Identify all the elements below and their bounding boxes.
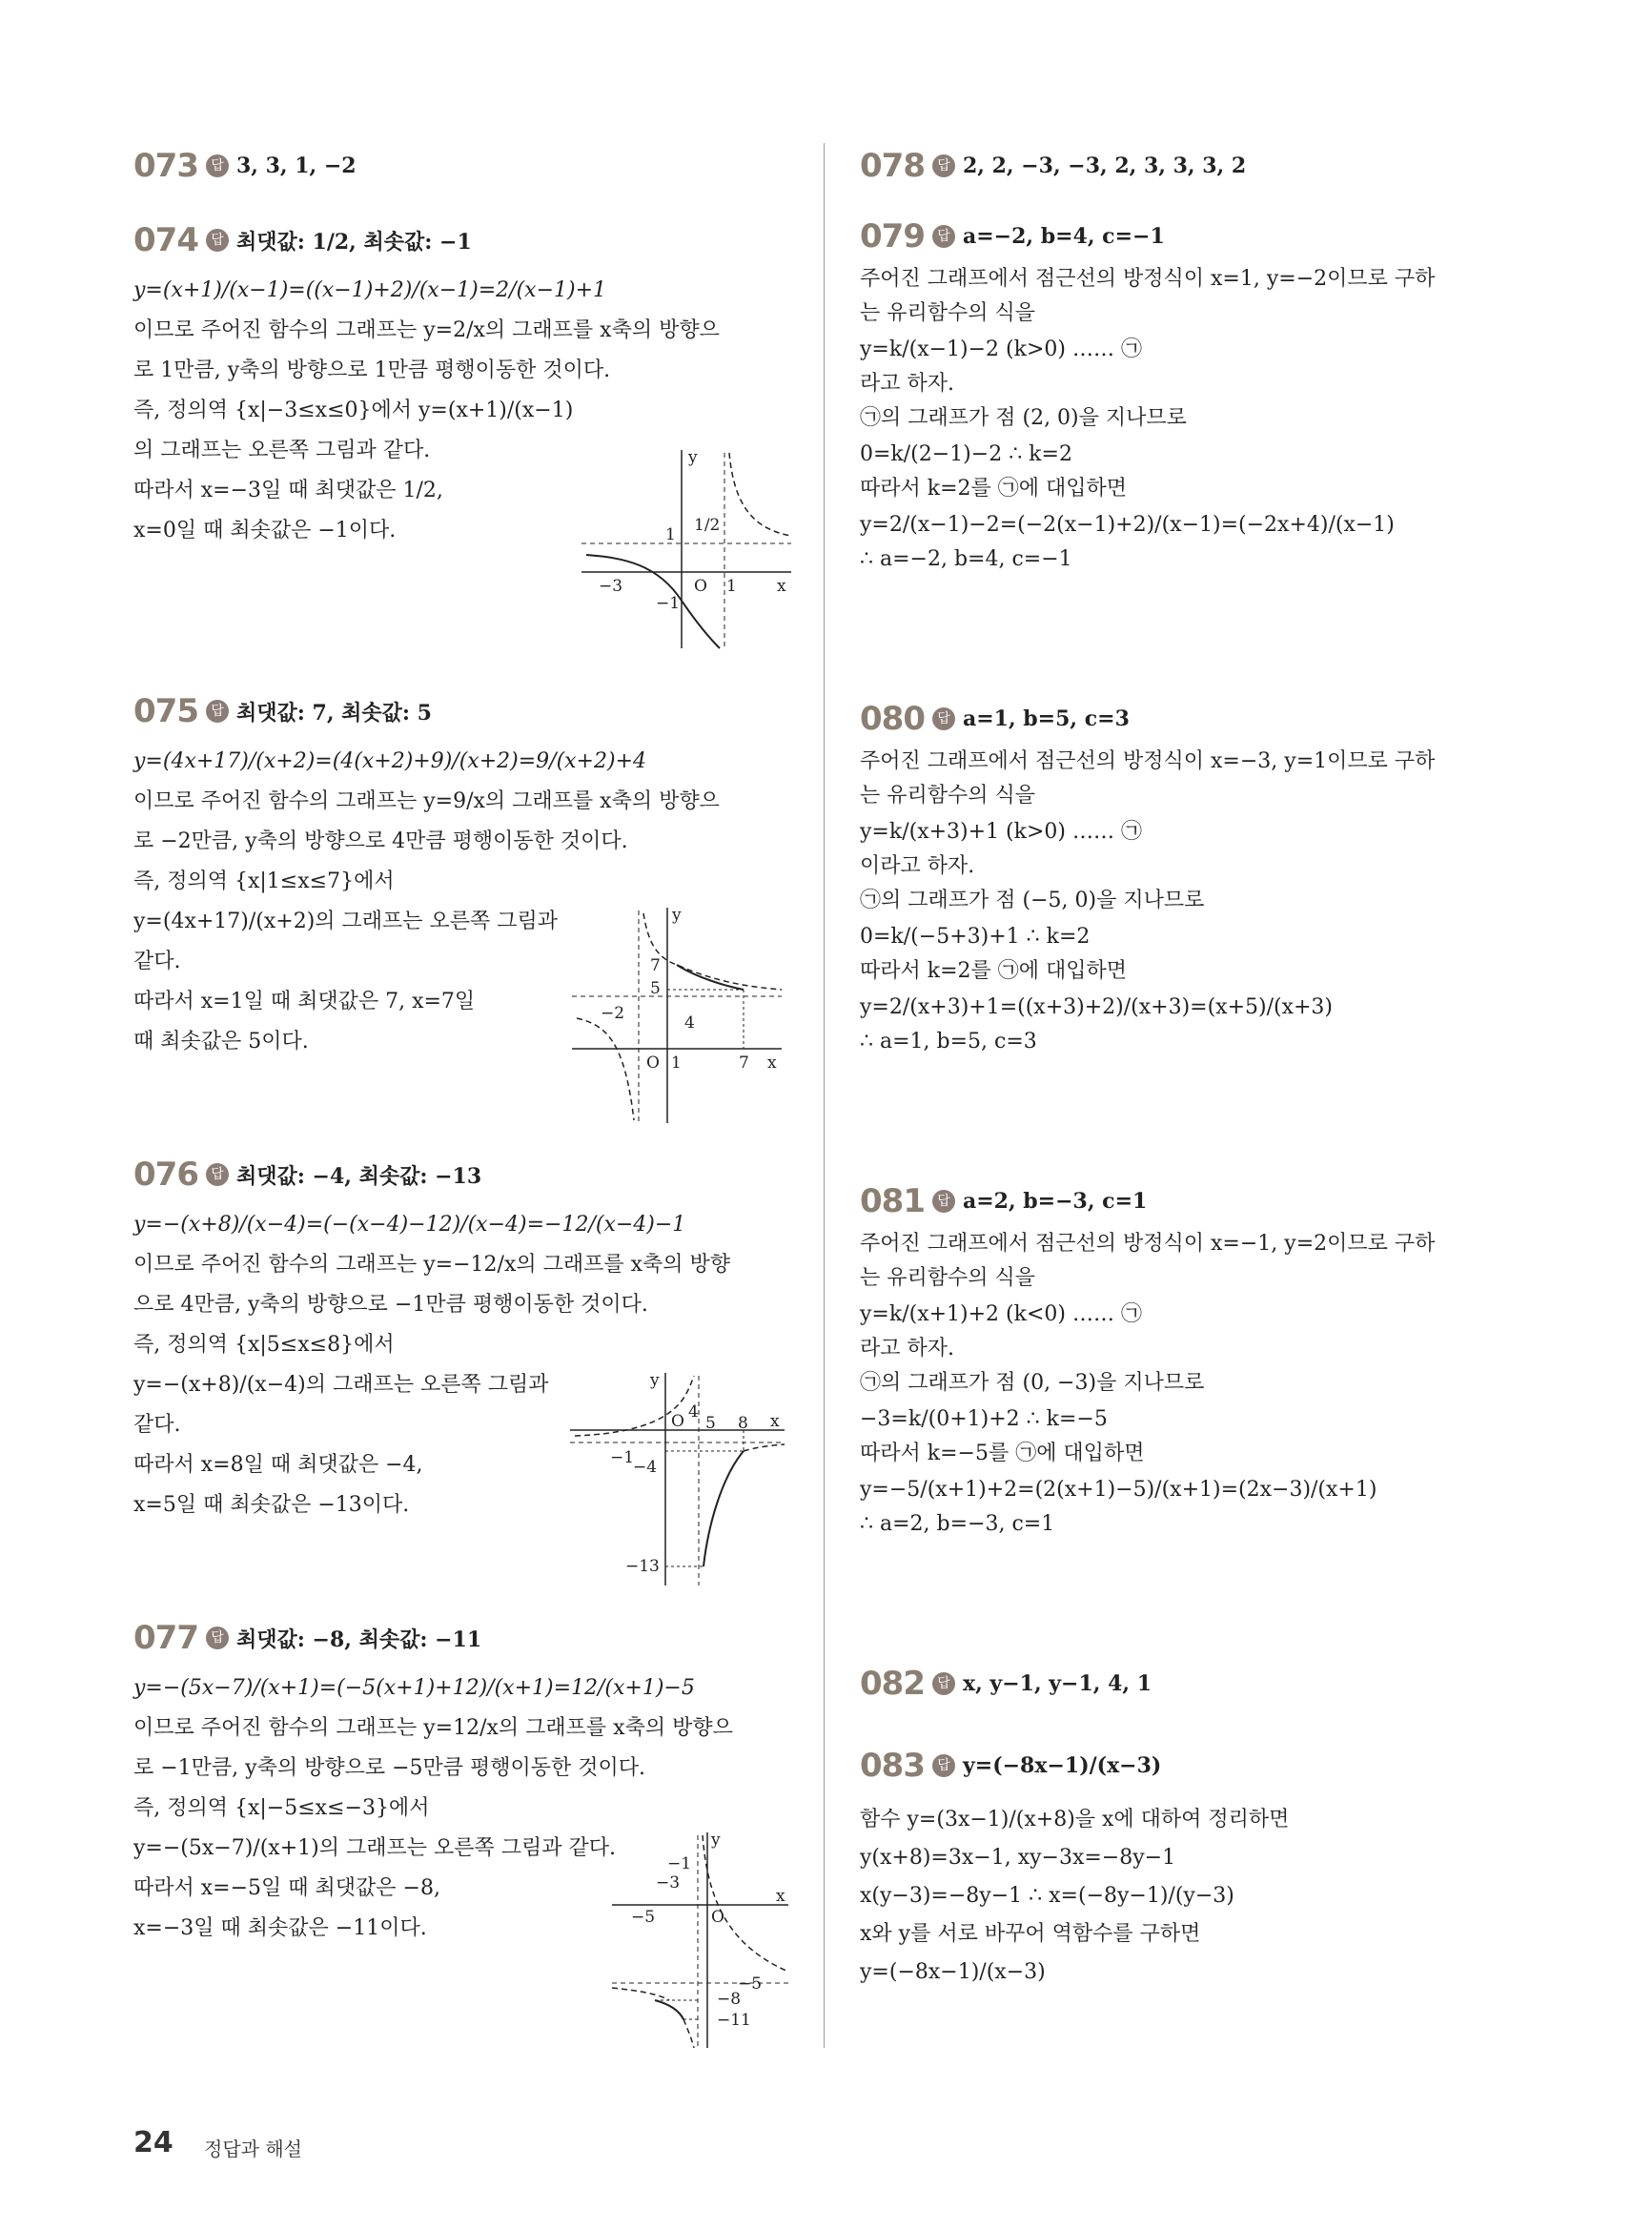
- solution-line: ㉠의 그래프가 점 (−5, 0)을 지나므로: [860, 889, 1205, 912]
- answer-text: 2, 2, −3, −3, 2, 3, 3, 3, 2: [962, 153, 1247, 178]
- problem-079: [860, 212, 1546, 574]
- solution-line: y=−(x+8)/(x−4)=(−(x−4)−12)/(x−4)=−12/(x−4)−1: [133, 1213, 686, 1237]
- solution-line: 의 그래프는 오른쪽 그림과 같다.: [133, 439, 431, 462]
- solution-line: y=−5/(x+1)+2=(2(x+1)−5)/(x+1)=(2x−3)/(x+1): [860, 1478, 1377, 1502]
- tick-label: −4: [633, 1458, 658, 1477]
- solution-line: y=−(x+8)/(x−4)의 그래프는 오른쪽 그림과: [133, 1373, 549, 1397]
- tick-label: 1: [671, 1054, 682, 1073]
- solution-line: y=2/(x+3)+1=((x+3)+2)/(x+3)=(x+5)/(x+3): [860, 995, 1334, 1019]
- answer-text: 3, 3, 1, −2: [235, 153, 357, 178]
- solution-line: 이라고 하자.: [860, 854, 975, 878]
- axis-label-y: y: [688, 448, 698, 467]
- solution-line: 주어진 그래프에서 점근선의 방정식이 x=1, y=−2이므로 구하: [860, 267, 1436, 291]
- problem-header: [133, 141, 791, 191]
- problem-number: 079: [860, 217, 925, 256]
- answer-text: a=2, b=−3, c=1: [962, 1189, 1148, 1214]
- solution-line: ㉠의 그래프가 점 (2, 0)을 지나므로: [860, 406, 1187, 430]
- problem-078: [860, 141, 1527, 191]
- solution-line: 따라서 x=1일 때 최댓값은 7, x=7일: [133, 990, 476, 1013]
- problem-081: [860, 1176, 1546, 1539]
- answer-tag-icon: 답: [206, 229, 229, 252]
- problem-083: [860, 1741, 1546, 1987]
- tick-label: −8: [717, 1990, 742, 2009]
- problem-header: [860, 1741, 1546, 1790]
- problem-number: 078: [860, 147, 925, 185]
- answer-tag-icon: 답: [932, 154, 955, 177]
- solution-line: 함수 y=(3x−1)/(x+8)을 x에 대하여 정리하면: [860, 1808, 1290, 1831]
- solution-line: 는 유리함수의 식을: [860, 301, 1036, 325]
- solution-line: y=(x+1)/(x−1)=((x−1)+2)/(x−1)=2/(x−1)+1: [133, 278, 607, 302]
- solution-line: y=(4x+17)/(x+2)의 그래프는 오른쪽 그림과: [133, 910, 559, 933]
- tick-label: 5: [650, 979, 661, 998]
- solution-line: x=−3일 때 최솟값은 −11이다.: [133, 1916, 427, 1940]
- solution-line: 같다.: [133, 1413, 181, 1437]
- answer-tag-icon: 답: [206, 1626, 229, 1649]
- axis-label-y: y: [672, 906, 682, 925]
- answer-tag-icon: 답: [932, 1754, 955, 1777]
- tick-label: 7: [650, 956, 661, 975]
- axis-label-x: x: [770, 1412, 780, 1431]
- answer-text: a=1, b=5, c=3: [962, 706, 1130, 731]
- answer-tag-icon: 답: [206, 154, 229, 177]
- problem-header: [133, 1150, 801, 1199]
- solution-line: 이므로 주어진 함수의 그래프는 y=12/x의 그래프를 x축의 방향으: [133, 1716, 733, 1740]
- solution-line: 따라서 k=−5를 ㉠에 대입하면: [860, 1442, 1145, 1465]
- tick-label: −5: [738, 1974, 763, 1994]
- solution-line: y=k/(x+1)+2 (k<0) …… ㉠: [860, 1302, 1142, 1326]
- tick-label: 1/2: [694, 516, 721, 535]
- answer-tag-icon: 답: [206, 700, 229, 723]
- origin-label: O: [646, 1054, 660, 1073]
- solution-line: 라고 하자.: [860, 1337, 954, 1361]
- problem-header: [860, 141, 1527, 191]
- origin-label: O: [694, 577, 707, 596]
- problem-number: 082: [860, 1665, 925, 1703]
- answer-tag-icon: 답: [932, 707, 955, 730]
- solution-line: 로 −2만큼, y축의 방향으로 4만큼 평행이동한 것이다.: [133, 829, 628, 853]
- tick-label: 4: [688, 1402, 699, 1422]
- problem-number: 076: [133, 1156, 198, 1194]
- tick-label: −1: [610, 1448, 635, 1467]
- solution-line: 는 유리함수의 식을: [860, 784, 1036, 808]
- solution-line: 으로 4만큼, y축의 방향으로 −1만큼 평행이동한 것이다.: [133, 1293, 648, 1317]
- axis-label-x: x: [767, 1054, 777, 1073]
- column-divider: [824, 143, 825, 2048]
- problem-080: [860, 694, 1546, 1056]
- axis-label-y: y: [650, 1371, 660, 1390]
- solution-line: 따라서 k=2를 ㉠에 대입하면: [860, 959, 1128, 983]
- problem-header: [133, 215, 801, 265]
- solution-line: 는 유리함수의 식을: [860, 1266, 1036, 1290]
- graph-075: [572, 906, 786, 1129]
- solution-line: y(x+8)=3x−1, xy−3x=−8y−1: [860, 1846, 1176, 1870]
- footer-label: 정답과 해설: [204, 2138, 302, 2160]
- axis-label-x: x: [777, 577, 786, 596]
- tick-label: −3: [599, 577, 623, 596]
- problem-number: 081: [860, 1182, 925, 1220]
- problem-number: 083: [860, 1747, 925, 1785]
- problem-number: 075: [133, 692, 198, 730]
- tick-label: 5: [705, 1414, 716, 1433]
- problem-number: 080: [860, 700, 925, 738]
- solution-line: 라고 하자.: [860, 372, 954, 396]
- solution-line: 로 1만큼, y축의 방향으로 1만큼 평행이동한 것이다.: [133, 358, 611, 382]
- solution-line: y=(−8x−1)/(x−3): [860, 1960, 1046, 1984]
- tick-label: −1: [656, 594, 681, 613]
- solution-line: ∴ a=1, b=5, c=3: [860, 1030, 1037, 1054]
- solution-line: ∴ a=−2, b=4, c=−1: [860, 547, 1072, 571]
- tick-label: 1: [665, 525, 676, 544]
- solution-line: 로 −1만큼, y축의 방향으로 −5만큼 평행이동한 것이다.: [133, 1756, 646, 1780]
- problem-number: 074: [133, 221, 198, 259]
- solution-line: 즉, 정의역 {x|1≤x≤7}에서: [133, 869, 395, 893]
- solution-line: 이므로 주어진 함수의 그래프는 y=−12/x의 그래프를 x축의 방향: [133, 1253, 731, 1277]
- tick-label: −11: [717, 2011, 751, 2030]
- problem-number: 073: [133, 147, 198, 185]
- solution-line: 즉, 정의역 {x|5≤x≤8}에서: [133, 1333, 395, 1357]
- solution-line: 0=k/(2−1)−2 ∴ k=2: [860, 442, 1072, 466]
- answer-text: 최댓값: 7, 최솟값: 5: [235, 700, 432, 726]
- tick-label: −5: [631, 1908, 656, 1927]
- tick-label: −3: [656, 1873, 681, 1892]
- solution-line: 같다.: [133, 950, 181, 973]
- axis-label-x: x: [776, 1887, 785, 1906]
- graph-077: [612, 1831, 793, 2054]
- solution-line: y=−(5x−7)/(x+1)=(−5(x+1)+12)/(x+1)=12/(x+1)−5: [133, 1676, 695, 1700]
- axis-label-y: y: [711, 1831, 721, 1850]
- tick-label: 1: [726, 577, 737, 596]
- answer-text: x, y−1, y−1, 4, 1: [962, 1671, 1152, 1696]
- answer-tag-icon: 답: [932, 225, 955, 248]
- problem-082: [860, 1659, 1527, 1708]
- solution-line: ∴ a=2, b=−3, c=1: [860, 1512, 1055, 1536]
- answer-text: 최댓값: 1/2, 최솟값: −1: [235, 229, 472, 255]
- tick-label: −13: [625, 1557, 660, 1576]
- solution-line: y=k/(x−1)−2 (k>0) …… ㉠: [860, 338, 1142, 361]
- graph-076: [570, 1371, 789, 1594]
- solution-line: x=0일 때 최솟값은 −1이다.: [133, 519, 397, 542]
- solution-line: 따라서 x=8일 때 최댓값은 −4,: [133, 1453, 423, 1477]
- solution-line: 이므로 주어진 함수의 그래프는 y=9/x의 그래프를 x축의 방향으: [133, 789, 720, 813]
- tick-label: −2: [601, 1004, 625, 1023]
- graph-074: [581, 448, 796, 657]
- solution-line: 이므로 주어진 함수의 그래프는 y=2/x의 그래프를 x축의 방향으: [133, 318, 720, 342]
- solution-line: 즉, 정의역 {x|−3≤x≤0}에서 y=(x+1)/(x−1): [133, 399, 574, 422]
- answer-tag-icon: 답: [206, 1163, 229, 1186]
- solution-line: 즉, 정의역 {x|−5≤x≤−3}에서: [133, 1796, 430, 1820]
- problem-header: [860, 1659, 1527, 1708]
- solution-line: y=(4x+17)/(x+2)=(4(x+2)+9)/(x+2)=9/(x+2)+4: [133, 749, 647, 773]
- solution-line: y=k/(x+3)+1 (k>0) …… ㉠: [860, 820, 1142, 844]
- answer-tag-icon: 답: [932, 1190, 955, 1213]
- solution-line: 주어진 그래프에서 점근선의 방정식이 x=−3, y=1이므로 구하: [860, 749, 1436, 773]
- solution-line: 따라서 x=−5일 때 최댓값은 −8,: [133, 1876, 440, 1900]
- solution-line: ㉠의 그래프가 점 (0, −3)을 지나므로: [860, 1371, 1205, 1395]
- problem-header: [133, 686, 801, 736]
- problem-number: 077: [133, 1619, 198, 1657]
- tick-label: 8: [738, 1414, 748, 1433]
- solution-line: x와 y를 서로 바꾸어 역함수를 구하면: [860, 1922, 1201, 1946]
- answer-text: a=−2, b=4, c=−1: [962, 224, 1165, 249]
- origin-label: O: [671, 1412, 684, 1431]
- answer-tag-icon: 답: [932, 1672, 955, 1695]
- tick-label: 7: [739, 1054, 749, 1073]
- solution-line: 따라서 k=2를 ㉠에 대입하면: [860, 477, 1128, 501]
- origin-label: O: [711, 1908, 724, 1927]
- solution-line: 따라서 x=−3일 때 최댓값은 1/2,: [133, 479, 443, 502]
- solution-line: 0=k/(−5+3)+1 ∴ k=2: [860, 925, 1091, 949]
- problem-header: [133, 1613, 801, 1663]
- answer-text: 최댓값: −4, 최솟값: −13: [235, 1163, 482, 1189]
- solution-line: y=−(5x−7)/(x+1)의 그래프는 오른쪽 그림과 같다.: [133, 1836, 616, 1860]
- problem-header: [860, 694, 1546, 744]
- solution-line: −3=k/(0+1)+2 ∴ k=−5: [860, 1407, 1108, 1431]
- page-number: 24: [133, 2126, 173, 2159]
- problem-073: [133, 141, 791, 191]
- tick-label: 4: [684, 1013, 695, 1033]
- answer-text: 최댓값: −8, 최솟값: −11: [235, 1626, 482, 1652]
- problem-header: [860, 212, 1546, 261]
- solution-line: 때 최솟값은 5이다.: [133, 1030, 309, 1054]
- problem-header: [860, 1176, 1546, 1226]
- tick-label: −1: [667, 1854, 692, 1873]
- solution-line: x=5일 때 최솟값은 −13이다.: [133, 1493, 410, 1517]
- solution-line: x(y−3)=−8y−1 ∴ x=(−8y−1)/(y−3): [860, 1884, 1234, 1908]
- solution-line: 주어진 그래프에서 점근선의 방정식이 x=−1, y=2이므로 구하: [860, 1232, 1436, 1256]
- solution-line: y=2/(x−1)−2=(−2(x−1)+2)/(x−1)=(−2x+4)/(x−1): [860, 513, 1395, 537]
- answer-text: y=(−8x−1)/(x−3): [962, 1753, 1162, 1778]
